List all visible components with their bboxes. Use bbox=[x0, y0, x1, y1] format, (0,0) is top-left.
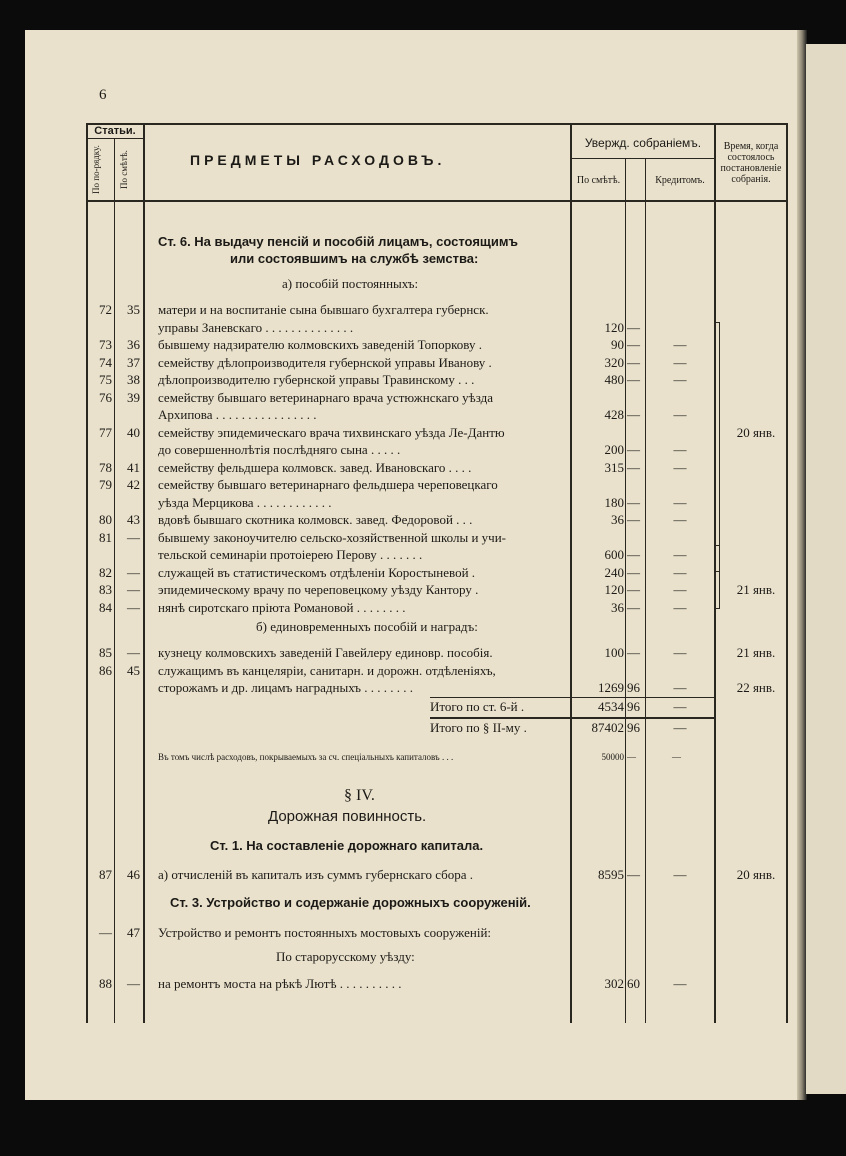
row-description: семейству бывшаго ветеринарнаго врача устюжнскаго уѣзда bbox=[158, 389, 494, 405]
approved-header: Увержд. собраніемъ. bbox=[584, 136, 702, 150]
sub-b-heading: б) единовременныхъ пособій и наградъ: bbox=[256, 619, 478, 634]
row-credit: — bbox=[673, 582, 687, 597]
table-top-border bbox=[86, 123, 788, 125]
row-order-number: 72 bbox=[99, 302, 112, 317]
total-st6-credit: — bbox=[673, 699, 687, 714]
row-kopecks: — bbox=[627, 494, 640, 510]
row-description: семейству эпидемическаго врача тихвинскаго уѣзда Ле-Дантю bbox=[158, 424, 505, 440]
row-kopecks: — bbox=[627, 442, 640, 457]
brace-20-jan bbox=[714, 322, 720, 572]
credit-col-header: Кредитомъ. bbox=[655, 175, 705, 186]
row-88-text: на ремонтъ моста на рѣкѣ Лютѣ . . . . . . . . . . bbox=[158, 976, 402, 991]
row-order-number: 82 bbox=[99, 564, 112, 580]
row-estimate-number: 35 bbox=[127, 302, 140, 317]
row-description: бывшему надзирателю колмовскихъ заведеній Топоркову . bbox=[158, 337, 482, 352]
row-estimate-number: — bbox=[127, 582, 140, 597]
row-description: нянѣ сиротскаго пріюта Романовой . . . . . . . . bbox=[158, 599, 406, 615]
row-kopecks: — bbox=[627, 512, 640, 527]
table-row bbox=[0, 662, 846, 680]
row-credit: — bbox=[673, 564, 687, 580]
total-s2-rub: 87402 bbox=[591, 720, 624, 735]
row-description: служащимъ въ канцеляріи, санитарн. и дорожн. отдѣленіяхъ, bbox=[158, 662, 496, 678]
total-s2-credit: — bbox=[673, 720, 687, 735]
row-47-text: Устройство и ремонтъ постоянныхъ мостовыхъ сооруженій: bbox=[158, 925, 492, 940]
row-kopecks: — bbox=[627, 547, 640, 562]
sub-a-heading: а) пособій постоянныхъ: bbox=[282, 276, 419, 291]
row-rubles: 120 bbox=[604, 582, 624, 597]
special-capital-note: Въ томъ числѣ расходовъ, покрываемыхъ за сч. спеціальныхъ капиталовъ . . . bbox=[158, 752, 454, 762]
row-order-number: 86 bbox=[99, 662, 112, 678]
row-87 bbox=[0, 866, 846, 884]
row-estimate-number: 40 bbox=[127, 424, 140, 440]
row-estimate-number: — bbox=[127, 529, 140, 545]
row-credit: — bbox=[673, 442, 687, 457]
row-order-number: 83 bbox=[99, 582, 112, 597]
row-47 bbox=[0, 924, 846, 942]
row-kopecks: — bbox=[627, 599, 640, 615]
estimate-col-header: По смѣтѣ. bbox=[576, 175, 621, 186]
row-order-number: 73 bbox=[99, 337, 112, 352]
row-rubles: 600 bbox=[604, 547, 624, 562]
row-description: управы Заневскаго . . . . . . . . . . . . . . bbox=[158, 319, 354, 335]
by-estimate-header: По смѣтѣ. bbox=[119, 150, 129, 190]
row-rubles: 120 bbox=[604, 319, 624, 335]
row-rubles: 100 bbox=[604, 645, 624, 660]
row-description: служащей въ статистическомъ отдѣленіи Коростыневой . bbox=[158, 564, 476, 580]
row-88-kop: 60 bbox=[627, 976, 640, 991]
row-date: 21 янв. bbox=[736, 582, 776, 597]
row-description: сторожамъ и др. лицамъ наградныхъ . . . . . . . . bbox=[158, 680, 413, 695]
uezd-heading: По старорусскому уѣзду: bbox=[276, 949, 415, 964]
row-credit: — bbox=[673, 680, 687, 695]
row-estimate-number: 36 bbox=[127, 337, 140, 352]
row-order-number: 81 bbox=[99, 529, 112, 545]
row-estimate-number: 45 bbox=[127, 662, 140, 678]
row-rubles: 315 bbox=[604, 459, 624, 475]
note-kop: — bbox=[627, 752, 636, 762]
row-rubles: 36 bbox=[611, 599, 624, 615]
brace-21-jan bbox=[714, 545, 720, 609]
row-rubles: 320 bbox=[604, 354, 624, 370]
row-kopecks: — bbox=[627, 372, 640, 387]
row-credit: — bbox=[673, 354, 687, 370]
row-87-text: а) отчисленій въ капиталъ изъ суммъ губернскаго сбора . bbox=[158, 867, 474, 882]
table-row bbox=[0, 301, 846, 319]
row-date: 20 янв. bbox=[736, 424, 776, 440]
row-description: эпидемическому врачу по череповецкому уѣзду Кантору . bbox=[158, 582, 479, 597]
st3-title: Ст. 3. Устройство и содержаніе дорожныхъ сооруженій. bbox=[170, 895, 531, 910]
row-88-rub: 302 bbox=[604, 976, 624, 991]
row-87-date: 20 янв. bbox=[736, 867, 776, 882]
approved-underline bbox=[570, 158, 714, 159]
row-order-number: 75 bbox=[99, 372, 112, 387]
row-order-number: 78 bbox=[99, 459, 112, 475]
road-duty-title: Дорожная повинность. bbox=[268, 808, 427, 825]
row-credit: — bbox=[673, 494, 687, 510]
total-s2-label: Итого по § II-му . bbox=[430, 720, 527, 735]
articles-header: Статьи. bbox=[94, 125, 136, 137]
row-rubles: 90 bbox=[611, 337, 624, 352]
row-credit: — bbox=[673, 459, 687, 475]
table-row bbox=[0, 644, 846, 662]
row-47-n1: — bbox=[99, 925, 112, 940]
row-kopecks: — bbox=[627, 407, 640, 422]
row-47-n2: 47 bbox=[127, 925, 140, 940]
row-description: семейству фельдшера колмовск. завед. Ивановскаго . . . . bbox=[158, 459, 472, 475]
expenses-title: ПРЕДМЕТЫ РАСХОДОВЪ. bbox=[190, 152, 446, 168]
row-rubles: 480 bbox=[604, 372, 624, 387]
total-st6-kop: 96 bbox=[627, 699, 640, 714]
row-estimate-number: — bbox=[127, 645, 140, 660]
row-87-n1: 87 bbox=[99, 867, 112, 882]
row-estimate-number: — bbox=[127, 599, 140, 615]
row-order-number: 79 bbox=[99, 477, 112, 492]
by-order-header: По по-рядку. bbox=[91, 145, 101, 195]
row-rubles: 428 bbox=[604, 407, 624, 422]
row-order-number: 80 bbox=[99, 512, 112, 527]
row-88 bbox=[0, 975, 846, 993]
header-bottom-border bbox=[86, 200, 788, 202]
row-description: семейству дѣлопроизводителя губернской управы Иванову . bbox=[158, 354, 492, 370]
row-kopecks: — bbox=[627, 645, 640, 660]
row-order-number: 85 bbox=[99, 645, 112, 660]
row-order-number: 76 bbox=[99, 389, 112, 405]
row-description: матери и на воспитаніе сына бывшаго бухгалтера губернск. bbox=[158, 302, 489, 317]
row-87-rub: 8595 bbox=[598, 867, 624, 882]
row-description: тельской семинаріи протоіерею Перову . . . . . . . bbox=[158, 547, 423, 562]
row-description: вдовѣ бывшаго скотника колмовск. завед. Федоровой . . . bbox=[158, 512, 473, 527]
row-description: Архипова . . . . . . . . . . . . . . . . bbox=[158, 407, 317, 422]
row-kopecks: — bbox=[627, 582, 640, 597]
row-kopecks: — bbox=[627, 337, 640, 352]
row-rubles: 1269 bbox=[598, 680, 624, 695]
row-date: 21 янв. bbox=[736, 645, 776, 660]
section6-title-line1: Ст. 6. На выдачу пенсій и пособій лицамъ, состоящимъ bbox=[158, 234, 518, 249]
total-st6-rub: 4534 bbox=[598, 699, 624, 714]
row-kopecks: — bbox=[627, 354, 640, 370]
total-s2-kop: 96 bbox=[627, 720, 640, 735]
row-description: уѣзда Мерцикова . . . . . . . . . . . . bbox=[158, 494, 332, 510]
row-credit: — bbox=[673, 407, 687, 422]
time-col-header: Время, когда состоялось постановленіе собранія. bbox=[720, 141, 782, 185]
row-credit: — bbox=[673, 599, 687, 615]
row-estimate-number: 42 bbox=[127, 477, 140, 492]
note-credit: — bbox=[672, 752, 681, 762]
row-88-credit: — bbox=[673, 976, 687, 991]
section6-title-line2: или состоявшимъ на службѣ земства: bbox=[230, 251, 479, 266]
row-88-n1: 88 bbox=[99, 976, 112, 991]
row-date: 22 янв. bbox=[736, 680, 776, 695]
row-credit: — bbox=[673, 337, 687, 352]
page-number: 6 bbox=[99, 87, 107, 103]
row-credit: — bbox=[673, 547, 687, 562]
row-description: кузнецу колмовскихъ заведеній Гавейлеру единовр. пособія. bbox=[158, 645, 493, 660]
total-st6-row bbox=[0, 698, 846, 716]
row-credit: — bbox=[673, 372, 687, 387]
row-description: до совершеннолѣтія послѣдняго сына . . . . . bbox=[158, 442, 401, 457]
row-order-number: 77 bbox=[99, 424, 112, 440]
row-87-credit: — bbox=[673, 867, 687, 882]
row-estimate-number: 39 bbox=[127, 389, 140, 405]
row-rubles: 240 bbox=[604, 564, 624, 580]
row-kopecks: — bbox=[627, 459, 640, 475]
row-credit: — bbox=[673, 512, 687, 527]
note-rub: 50000 bbox=[601, 752, 624, 762]
table-row bbox=[0, 679, 846, 697]
row-87-kop: — bbox=[627, 867, 640, 882]
row-88-n2: — bbox=[127, 976, 140, 991]
row-description: семейству бывшаго ветеринарнаго фельдшера череповецкаго bbox=[158, 477, 498, 492]
row-87-n2: 46 bbox=[127, 867, 140, 882]
row-kopecks: — bbox=[627, 564, 640, 580]
paragraph-heading: § IV. bbox=[344, 787, 375, 804]
row-estimate-number: 37 bbox=[127, 354, 140, 370]
row-rubles: 200 bbox=[604, 442, 624, 457]
total-st6-label: Итого по ст. 6-й . bbox=[430, 699, 525, 714]
row-estimate-number: — bbox=[127, 564, 140, 580]
row-description: дѣлопроизводителю губернской управы Травинскому . . . bbox=[158, 372, 475, 387]
row-estimate-number: 43 bbox=[127, 512, 140, 527]
st1-title: Ст. 1. На составленіе дорожнаго капитала. bbox=[210, 838, 484, 853]
row-rubles: 180 bbox=[604, 494, 624, 510]
row-estimate-number: 41 bbox=[127, 459, 140, 475]
total-s2-row bbox=[0, 719, 846, 737]
row-kopecks: — bbox=[627, 319, 640, 335]
row-estimate-number: 38 bbox=[127, 372, 140, 387]
row-kopecks: 96 bbox=[627, 680, 640, 695]
row-rubles: 36 bbox=[611, 512, 624, 527]
row-credit: — bbox=[673, 645, 687, 660]
row-description: бывшему законоучителю сельско-хозяйственной школы и учи- bbox=[158, 529, 507, 545]
row-order-number: 84 bbox=[99, 599, 112, 615]
row-order-number: 74 bbox=[99, 354, 112, 370]
